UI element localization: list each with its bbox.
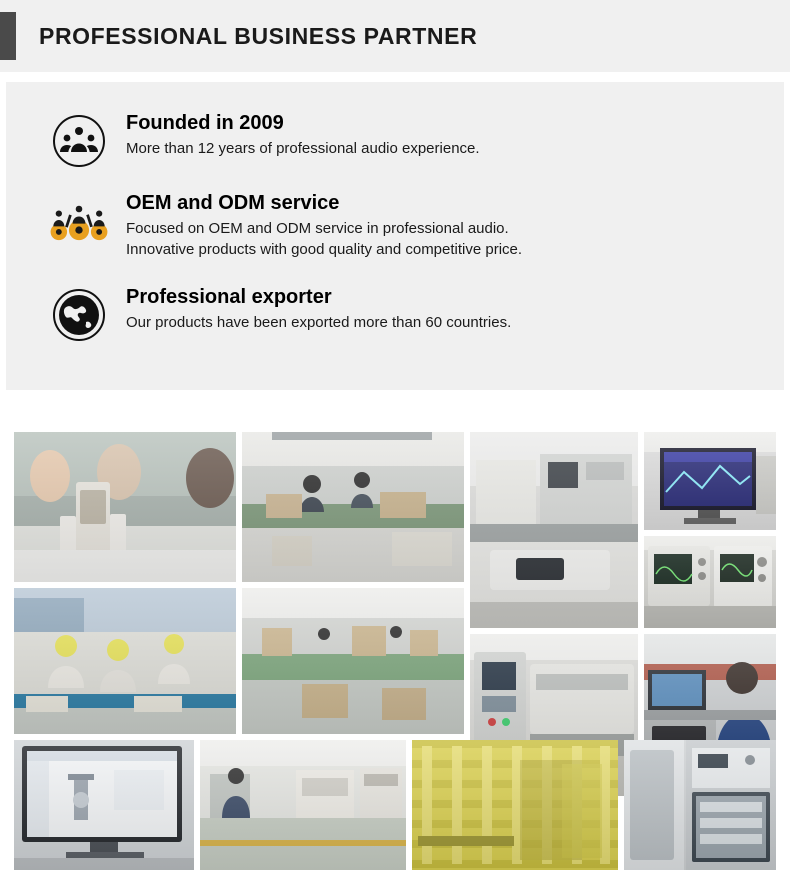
photo-smt-machine-room bbox=[470, 432, 638, 628]
feature-title: Founded in 2009 bbox=[126, 112, 284, 134]
factory-photo-gallery bbox=[14, 432, 776, 870]
feature-line: More than 12 years of professional audio experience. bbox=[126, 140, 480, 157]
globe-icon bbox=[46, 284, 112, 342]
photo-assembly-line-workers bbox=[242, 432, 464, 582]
feature-title: Professional exporter bbox=[126, 286, 332, 308]
feature-item-oem bbox=[6, 190, 784, 260]
photo-laboratory-equipment-room bbox=[200, 740, 406, 870]
photo-anechoic-chamber bbox=[412, 740, 618, 870]
page-header bbox=[0, 0, 790, 72]
feature-text-exporter bbox=[112, 284, 511, 333]
feature-line: Innovative products with good quality and competitive price. bbox=[126, 241, 523, 258]
feature-line: Our products have been exported more than 60 countries. bbox=[126, 314, 512, 331]
photo-packing-warehouse-line bbox=[242, 588, 464, 734]
feature-item-exporter bbox=[6, 284, 784, 342]
feature-text-oem bbox=[112, 190, 522, 260]
page-title: PROFESSIONAL BUSINESS PARTNER bbox=[39, 22, 478, 49]
feature-title: OEM and ODM service bbox=[126, 192, 340, 214]
photo-cad-design-workstation bbox=[14, 740, 194, 870]
feature-item-founded bbox=[6, 110, 784, 168]
photo-testing-monitor-station bbox=[644, 432, 776, 530]
photo-product-display-workshop bbox=[14, 432, 236, 582]
photo-soldering-workbench-team bbox=[14, 588, 236, 734]
photo-oscilloscope-test-bench bbox=[644, 536, 776, 628]
features-panel bbox=[6, 82, 784, 390]
header-accent-bar bbox=[0, 12, 16, 60]
photo-environmental-test-chamber bbox=[624, 740, 776, 870]
feature-text-founded bbox=[112, 110, 480, 159]
feature-line: Focused on OEM and ODM service in professional audio. bbox=[126, 220, 509, 237]
gears-workers-icon bbox=[46, 190, 112, 246]
team-people-icon bbox=[46, 110, 112, 168]
